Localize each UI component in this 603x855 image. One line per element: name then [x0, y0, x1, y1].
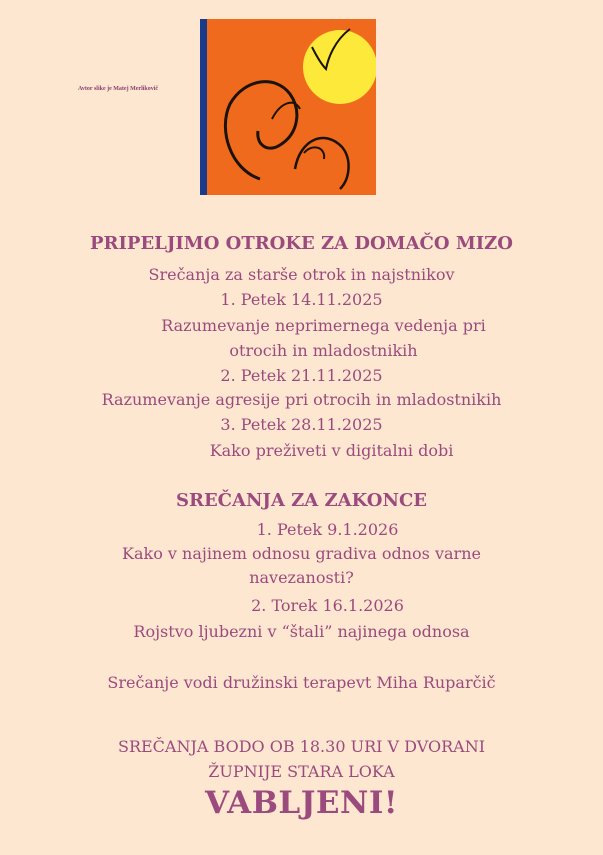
section2-title: SREČANJA ZA ZAKONCE	[176, 490, 427, 511]
section1-item1-date: 1. Petek 14.11.2025	[220, 290, 383, 309]
section2-item1-topic-line1: Kako v najinem odnosu gradiva odnos varne	[122, 544, 481, 563]
section1-item3-date: 3. Petek 28.11.2025	[220, 415, 383, 434]
section1-item2-topic: Razumevanje agresije pri otrocih in mladostnikih	[101, 390, 502, 409]
venue-line2: ŽUPNIJE STARA LOKA	[208, 762, 395, 781]
section2-item1-date: 1. Petek 9.1.2026	[256, 520, 399, 539]
section1-subtitle: Srečanja za starše otrok in najstnikov	[148, 265, 455, 284]
closing-invitation: VABLJENI!	[205, 785, 398, 821]
main-title: PRIPELJIMO OTROKE ZA DOMAČO MIZO	[90, 233, 513, 254]
painting-credit: Avtor slike je Matej Merlikovič	[78, 86, 159, 92]
section1-item2-date: 2. Petek 21.11.2025	[220, 366, 383, 385]
sun-icon	[303, 30, 376, 104]
section1-item1-topic-line1: Razumevanje neprimernega vedenja pri	[161, 316, 486, 335]
section1-item1-topic-line2: otrocih in mladostnikih	[229, 341, 418, 360]
section1-item3-topic: Kako preživeti v digitalni dobi	[209, 441, 454, 460]
painting-edge	[200, 19, 207, 195]
section2-item2-topic: Rojstvo ljubezni v “štali” najinega odnosa	[133, 622, 470, 641]
leader-text: Srečanje vodi družinski terapevt Miha Ruparčič	[107, 673, 496, 692]
section2-item2-date: 2. Torek 16.1.2026	[251, 596, 404, 615]
painting-image	[200, 19, 376, 195]
venue-line1: SREČANJA BODO OB 18.30 URI V DVORANI	[117, 737, 486, 756]
section2-item1-topic-line2: navezanosti?	[249, 568, 354, 587]
